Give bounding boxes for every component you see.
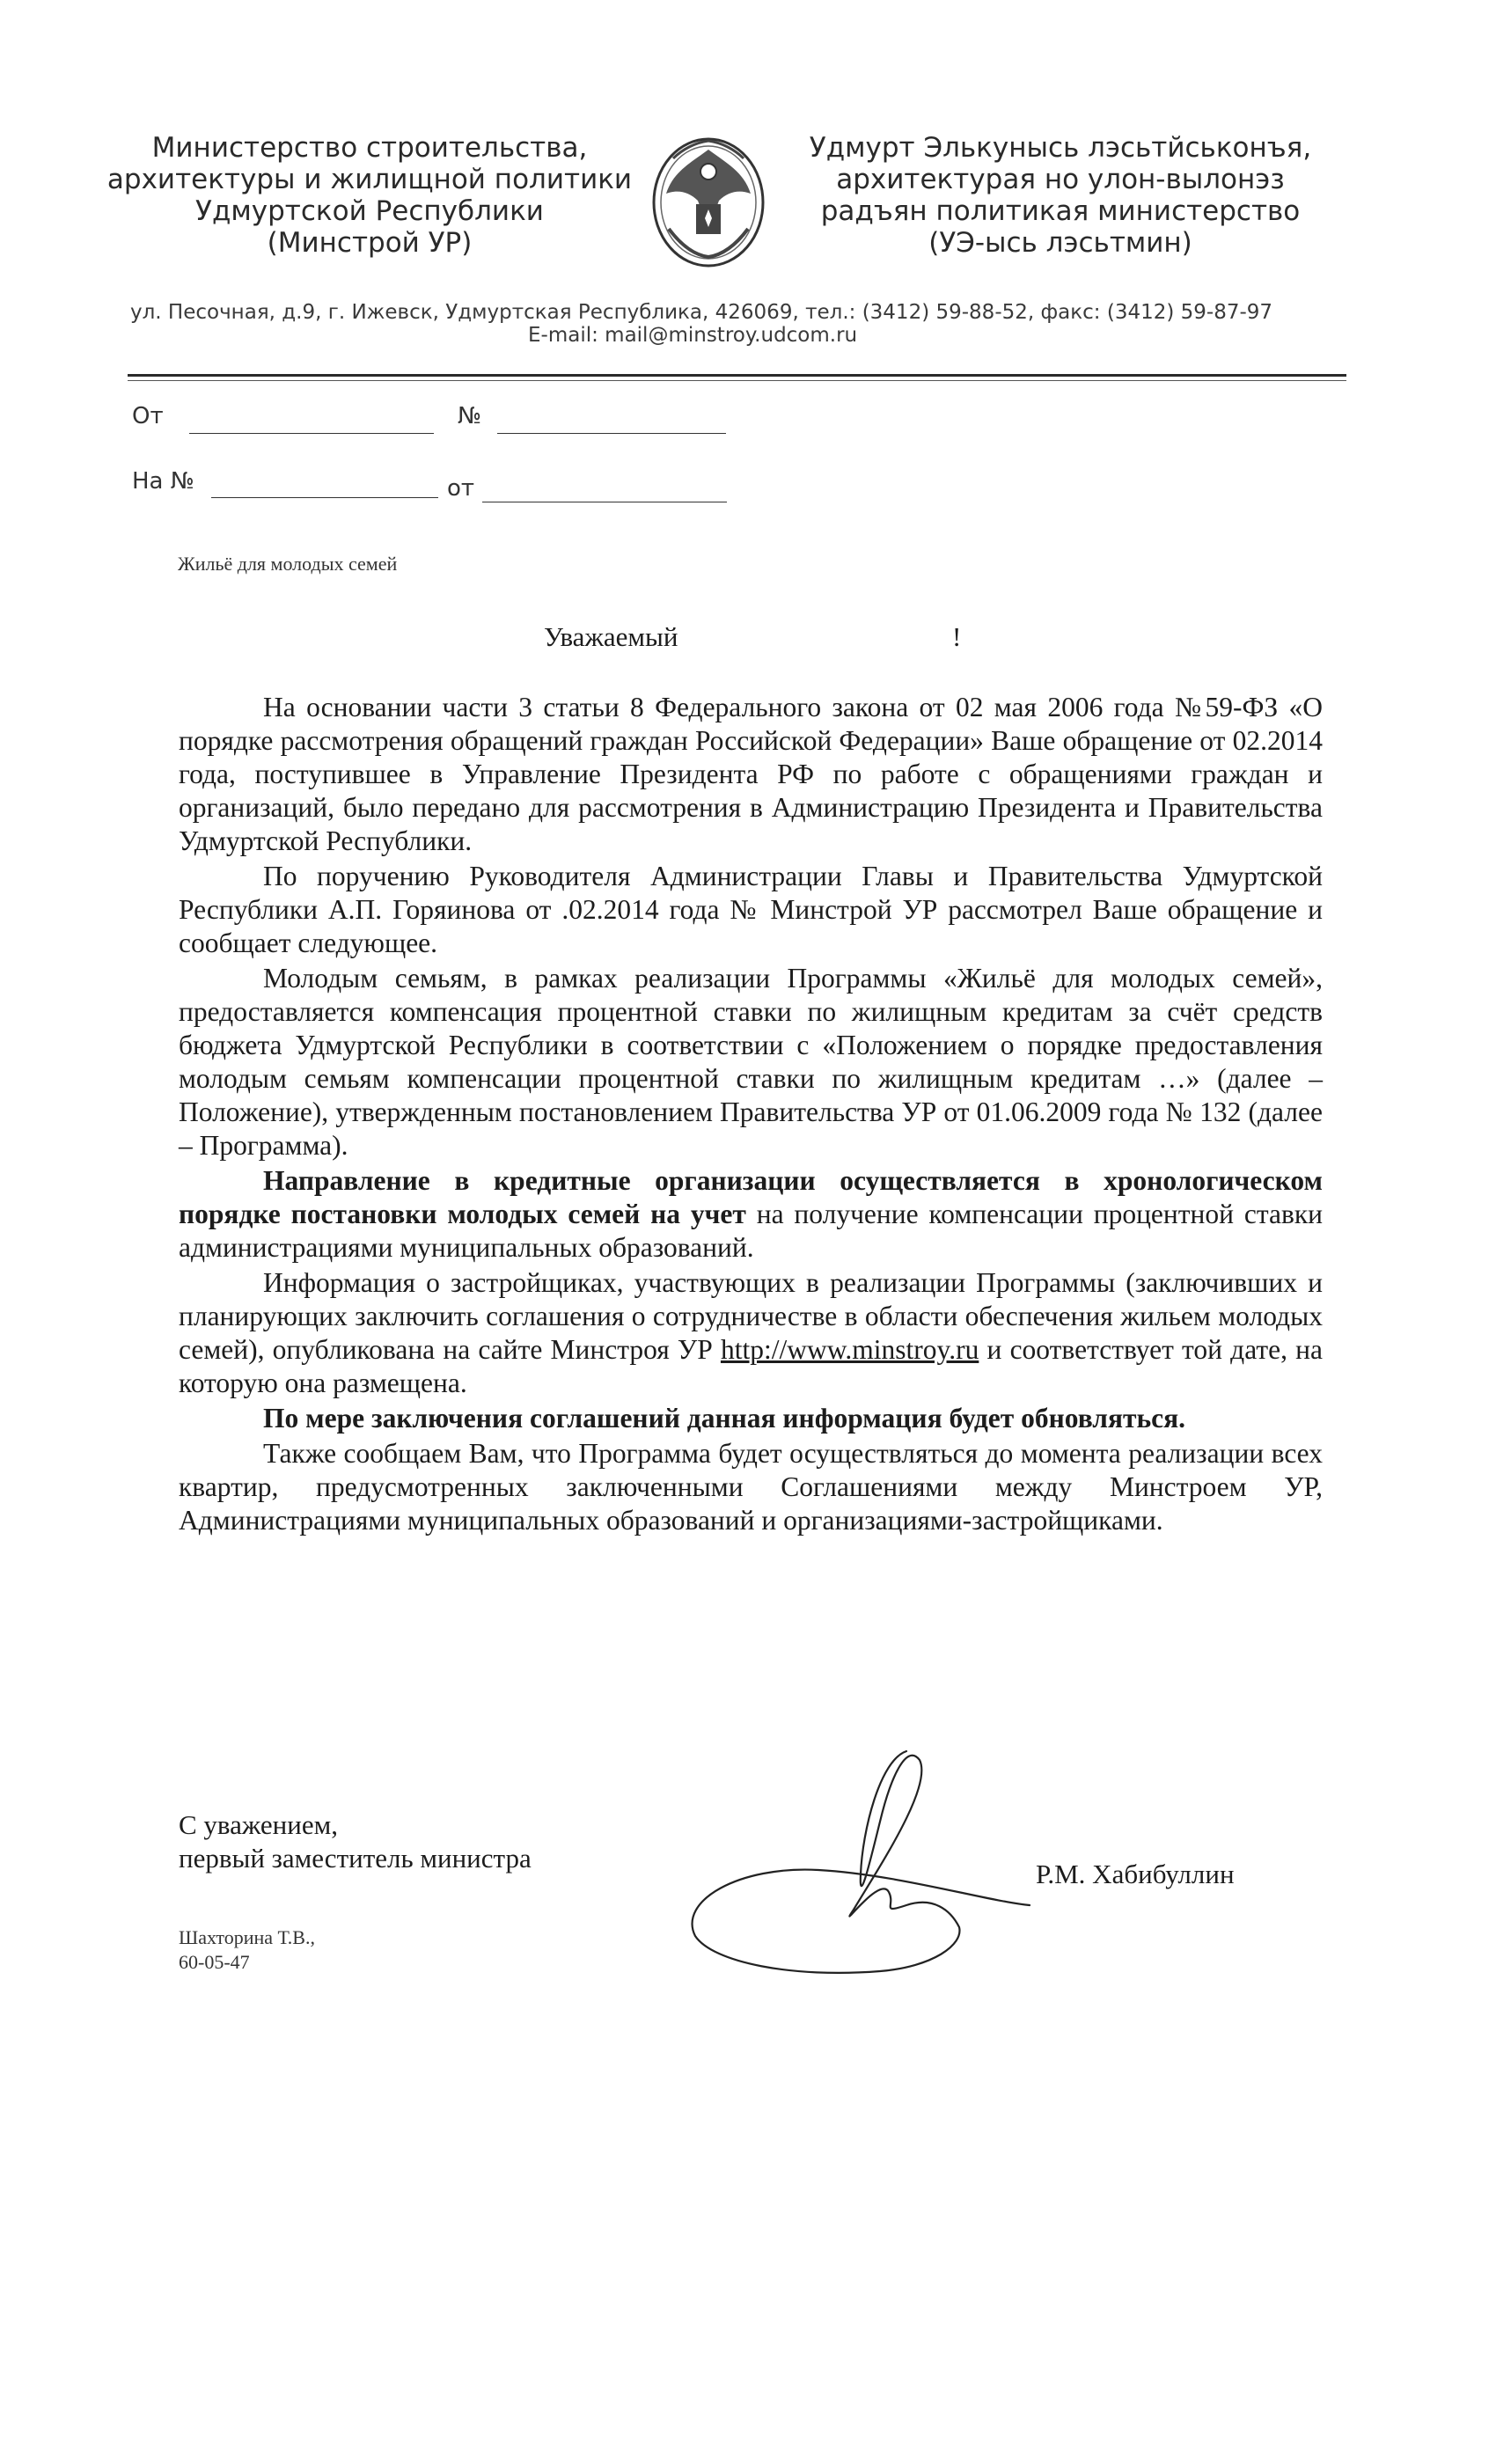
letter-body (179, 691, 1323, 1539)
body-paragraph (179, 1402, 1323, 1435)
signer-position: первый заместитель министра (179, 1843, 532, 1874)
letterhead-ministry-udmurt (792, 132, 1329, 259)
letterhead-right-line: радъян политикая министерство (820, 195, 1301, 227)
letterhead-right-line: Удмурт Элькунысь лэсьтйськонъя, (809, 132, 1312, 164)
executor-phone: 60-05-47 (179, 1951, 250, 1973)
body-paragraph: По поручению Руководителя Администрации Главы и Правительства Удмуртской Республики А.П. Горяинова от .02.2014 года № Минстрой УР рассмотрел Ваше обращение и сообщает следующее. (179, 861, 1323, 958)
executor-info (179, 1925, 315, 1975)
handwritten-signature (616, 1725, 1038, 1989)
ministry-address: ул. Песочная, д.9, г. Ижевск, Удмуртская Республика, 426069, тел.: (3412) 59-88-52, факс: (3412) 59-87-97 (130, 301, 1273, 324)
body-paragraph: Молодым семьям, в рамках реализации Программы «Жильё для молодых семей», предоставляется компенсация процентной ставки по жилищным кредитам за счёт средств бюджета Удмуртской Республики в соответствии с «Положением о порядке предоставления молодым семьям компенсации процентной ставки по жилищным кредитам …» (далее – Положение), утвержденным постановлением Правительства УР от 01.06.2009 года № 132 (далее – Программа). (179, 963, 1323, 1161)
outgoing-number-blank (497, 433, 726, 434)
udmurtia-coat-of-arms-icon (647, 123, 770, 273)
letterhead-right-line: архитектурая но улон-вылонэз (836, 164, 1285, 195)
letterhead-divider (128, 374, 1346, 377)
letterhead-right-line: (УЭ-ысь лэсьтмин) (928, 227, 1192, 259)
body-paragraph (179, 1164, 1323, 1265)
closing-block (179, 1808, 532, 1875)
reply-number-blank (211, 497, 438, 498)
from-date-blank (189, 433, 434, 434)
body-paragraph: Также сообщаем Вам, что Программа будет осуществляться до момента реализации всех квартир, предусмотренных заключенными Соглашениями между Минстроем УР, Администрациями муниципальных образований и организациями-застройщиками. (179, 1438, 1323, 1536)
salutation: Уважаемый (544, 621, 678, 652)
from-label: От (132, 403, 164, 429)
letterhead-left-line: Министерство строительства, (151, 132, 588, 164)
body-paragraph (179, 1266, 1323, 1400)
executor-name: Шахторина Т.В., (179, 1926, 315, 1948)
body-paragraph: На основании части 3 статьи 8 Федерального закона от 02 мая 2006 года №59-ФЗ «О порядке рассмотрения обращений граждан Российской Федерации» Ваше обращение от 02.2014 года, поступившее в Управление Президента РФ по работе с обращениями граждан и организаций, было передано для рассмотрения в Администрацию Президента и Правительства Удмуртской Республики. (179, 692, 1323, 856)
letterhead-divider-thin (128, 380, 1346, 381)
body-text: и соответствует той дате, на которую она размещена. (179, 1334, 1323, 1398)
closing-regards: С уважением, (179, 1809, 338, 1840)
number-label: № (458, 403, 482, 429)
reply-number-label: На № (132, 468, 194, 495)
signer-name: Р.М. Хабибуллин (1036, 1859, 1235, 1889)
body-text: Информация о застройщиках, участвующих в реализации Программы (заключивших и планирующих заключить соглашения о сотрудничестве в области обеспечения жильем молодых семей), опубликована на сайте Минстроя УР (179, 1267, 1323, 1365)
body-bold-text: По мере заключения соглашений данная информация будет обновляться. (263, 1403, 1186, 1434)
letterhead-left-line: Удмуртской Республики (195, 195, 544, 227)
reply-date-label: от (447, 475, 475, 502)
letterhead-left-line: архитектуры и жилищной политики (106, 164, 633, 195)
salutation-end: ! (952, 621, 962, 652)
letter-subject: Жильё для молодых семей (178, 553, 398, 575)
ministry-email: E-mail: mail@minstroy.udcom.ru (528, 324, 858, 347)
minstroy-website-link[interactable]: http://www.minstroy.ru (720, 1334, 979, 1365)
letterhead-left-line: (Минстрой УР) (267, 227, 473, 259)
letterhead-ministry-russian (106, 132, 634, 259)
body-bold-text: Направление в кредитные организации осуществляется в хронологическом порядке постановки молодых семей на учет (179, 1165, 1323, 1229)
body-text: на получение компенсации процентной ставки администрациями муниципальных образований. (179, 1199, 1323, 1263)
